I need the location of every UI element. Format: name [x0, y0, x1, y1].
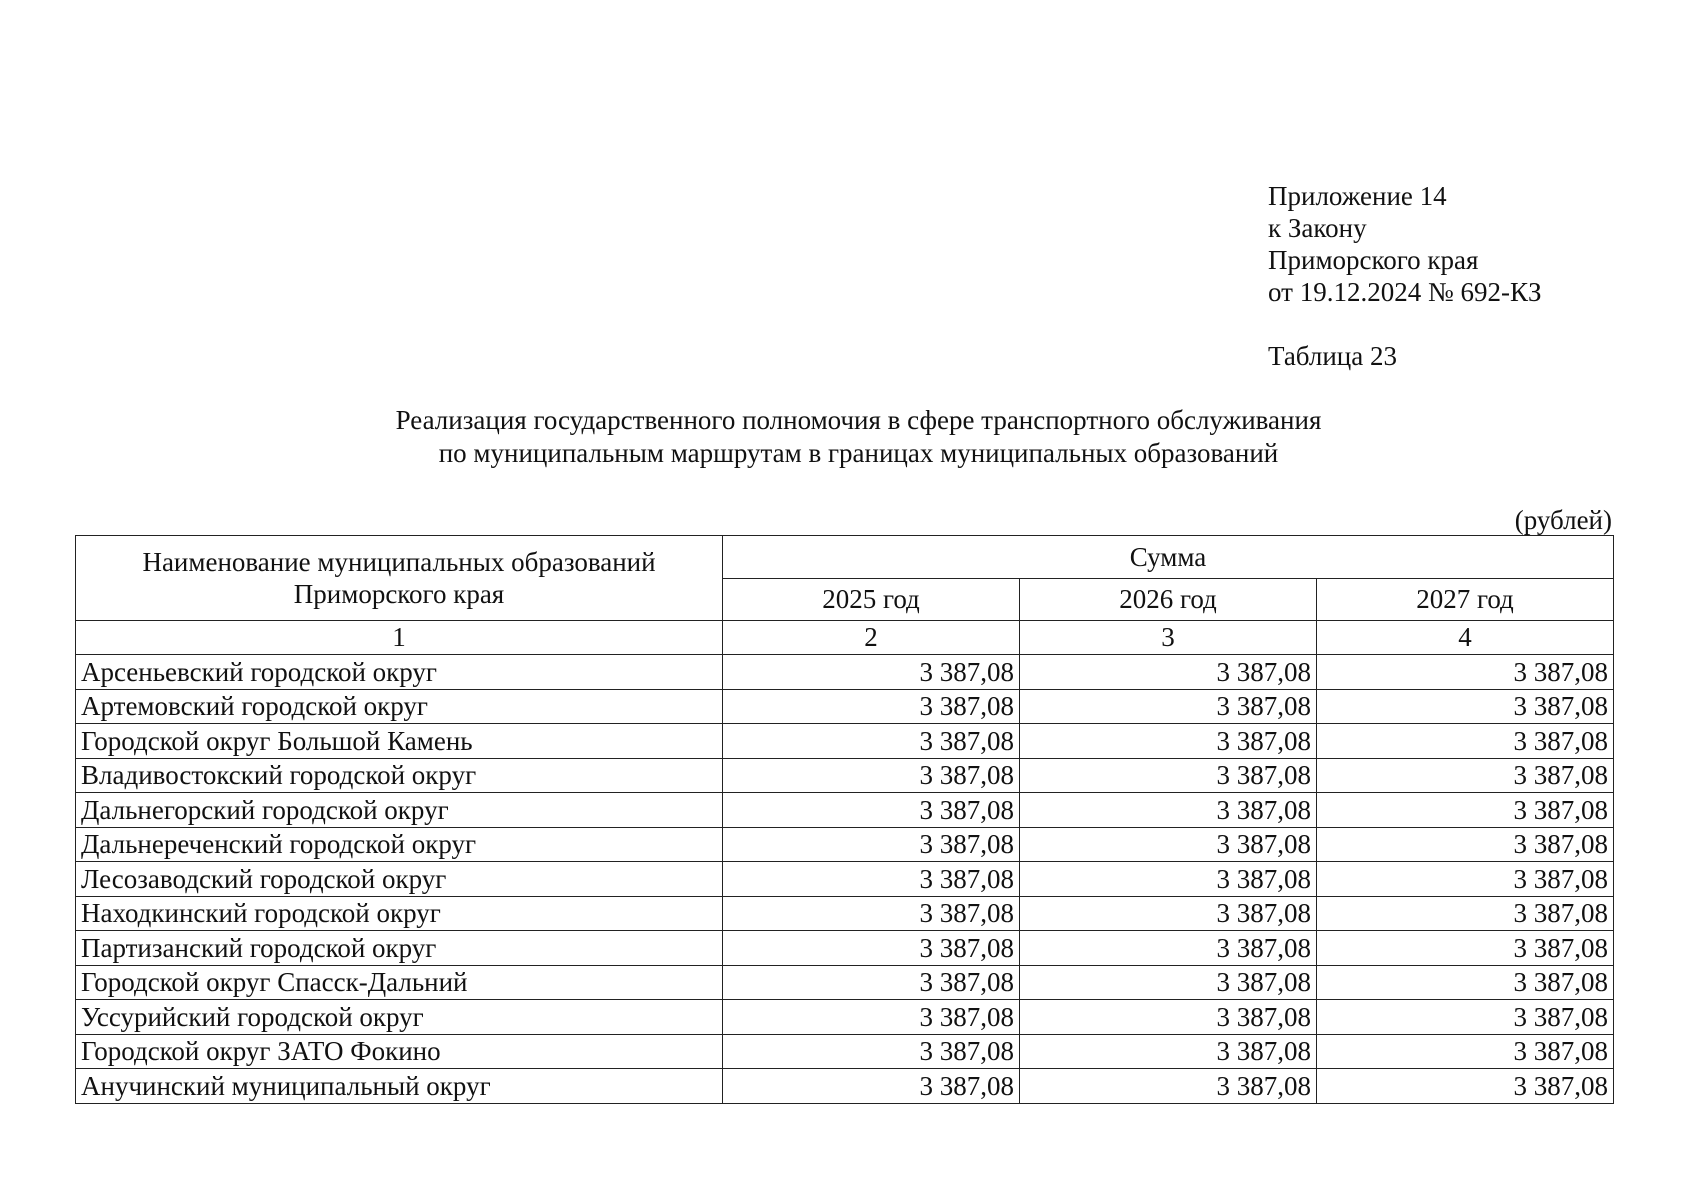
amount-2027-cell: 3 387,08 — [1317, 655, 1614, 690]
header-municipality-name — [76, 536, 723, 621]
amount-2027-cell: 3 387,08 — [1317, 793, 1614, 828]
header-year-2026: 2026 год — [1020, 578, 1317, 621]
column-number: 2 — [723, 621, 1020, 655]
amount-2026-cell: 3 387,08 — [1020, 758, 1317, 793]
amount-2026-cell: 3 387,08 — [1020, 896, 1317, 931]
amount-2026-cell: 3 387,08 — [1020, 1000, 1317, 1035]
amount-2025-cell: 3 387,08 — [723, 758, 1020, 793]
appendix-block — [1268, 180, 1541, 308]
appendix-law-date-number: от 19.12.2024 № 692-КЗ — [1268, 277, 1542, 307]
table-row — [76, 1069, 1614, 1104]
table-row — [76, 931, 1614, 966]
amount-2025-cell: 3 387,08 — [723, 1000, 1020, 1035]
header-name-line-2: Приморского края — [293, 579, 505, 609]
amount-2026-cell: 3 387,08 — [1020, 827, 1317, 862]
amount-2025-cell: 3 387,08 — [723, 931, 1020, 966]
table-row — [76, 827, 1614, 862]
amount-2027-cell: 3 387,08 — [1317, 862, 1614, 897]
header-year-2027: 2027 год — [1317, 578, 1614, 621]
amount-2027-cell: 3 387,08 — [1317, 1069, 1614, 1104]
municipality-name-cell: Дальнегорский городской округ — [76, 793, 723, 828]
table-row — [76, 965, 1614, 1000]
header-year-2025: 2025 год — [723, 578, 1020, 621]
municipality-name-cell: Городской округ Спасск-Дальний — [76, 965, 723, 1000]
amount-2027-cell: 3 387,08 — [1317, 1000, 1614, 1035]
amount-2026-cell: 3 387,08 — [1020, 1069, 1317, 1104]
amount-2027-cell: 3 387,08 — [1317, 827, 1614, 862]
header-sum: Сумма — [723, 536, 1614, 579]
municipality-name-cell: Городской округ ЗАТО Фокино — [76, 1034, 723, 1069]
amount-2027-cell: 3 387,08 — [1317, 965, 1614, 1000]
appendix-to-law: к Закону — [1268, 213, 1367, 243]
amount-2025-cell: 3 387,08 — [723, 862, 1020, 897]
municipality-name-cell: Городской округ Большой Камень — [76, 724, 723, 759]
municipality-name-cell: Лесозаводский городской округ — [76, 862, 723, 897]
appendix-number: Приложение 14 — [1268, 181, 1447, 211]
amount-2025-cell: 3 387,08 — [723, 896, 1020, 931]
municipality-name-cell: Арсеньевский городской округ — [76, 655, 723, 690]
amount-2026-cell: 3 387,08 — [1020, 862, 1317, 897]
amount-2027-cell: 3 387,08 — [1317, 896, 1614, 931]
table-row — [76, 724, 1614, 759]
table-row — [76, 1000, 1614, 1035]
amount-2026-cell: 3 387,08 — [1020, 793, 1317, 828]
municipality-name-cell: Артемовский городской округ — [76, 689, 723, 724]
column-number: 3 — [1020, 621, 1317, 655]
amount-2026-cell: 3 387,08 — [1020, 1034, 1317, 1069]
municipality-name-cell: Дальнереченский городской округ — [76, 827, 723, 862]
municipality-name-cell: Уссурийский городской округ — [76, 1000, 723, 1035]
municipality-name-cell: Находкинский городской округ — [76, 896, 723, 931]
table-number: Таблица 23 — [1268, 341, 1397, 371]
amount-2026-cell: 3 387,08 — [1020, 724, 1317, 759]
amount-2025-cell: 3 387,08 — [723, 827, 1020, 862]
budget-table — [75, 535, 1614, 1104]
amount-2027-cell: 3 387,08 — [1317, 758, 1614, 793]
document-title-line-2: по муниципальным маршрутам в границах муниципальных образований — [438, 438, 1279, 468]
appendix-region: Приморского края — [1268, 245, 1479, 275]
amount-2027-cell: 3 387,08 — [1317, 1034, 1614, 1069]
amount-2026-cell: 3 387,08 — [1020, 931, 1317, 966]
table-row — [76, 1034, 1614, 1069]
amount-2025-cell: 3 387,08 — [723, 793, 1020, 828]
amount-2025-cell: 3 387,08 — [723, 689, 1020, 724]
header-name-line-1: Наименование муниципальных образований — [142, 547, 656, 577]
amount-2027-cell: 3 387,08 — [1317, 724, 1614, 759]
table-row — [76, 793, 1614, 828]
document-title-line-1: Реализация государственного полномочия в сфере транспортного обслуживания — [395, 405, 1322, 435]
units-label: (рублей) — [1514, 505, 1612, 535]
amount-2025-cell: 3 387,08 — [723, 655, 1020, 690]
column-number: 4 — [1317, 621, 1614, 655]
municipality-name-cell: Анучинский муниципальный округ — [76, 1069, 723, 1104]
amount-2027-cell: 3 387,08 — [1317, 689, 1614, 724]
table-row — [76, 896, 1614, 931]
amount-2025-cell: 3 387,08 — [723, 1034, 1020, 1069]
amount-2025-cell: 3 387,08 — [723, 1069, 1020, 1104]
municipality-name-cell: Владивостокский городской округ — [76, 758, 723, 793]
column-number: 1 — [76, 621, 723, 655]
table-row — [76, 689, 1614, 724]
amount-2026-cell: 3 387,08 — [1020, 965, 1317, 1000]
amount-2026-cell: 3 387,08 — [1020, 655, 1317, 690]
table-row — [76, 655, 1614, 690]
amount-2025-cell: 3 387,08 — [723, 724, 1020, 759]
column-number-row — [76, 621, 1614, 655]
table-row — [76, 862, 1614, 897]
amount-2026-cell: 3 387,08 — [1020, 689, 1317, 724]
amount-2025-cell: 3 387,08 — [723, 965, 1020, 1000]
municipality-name-cell: Партизанский городской округ — [76, 931, 723, 966]
table-row — [76, 758, 1614, 793]
amount-2027-cell: 3 387,08 — [1317, 931, 1614, 966]
document-title — [0, 404, 1698, 470]
